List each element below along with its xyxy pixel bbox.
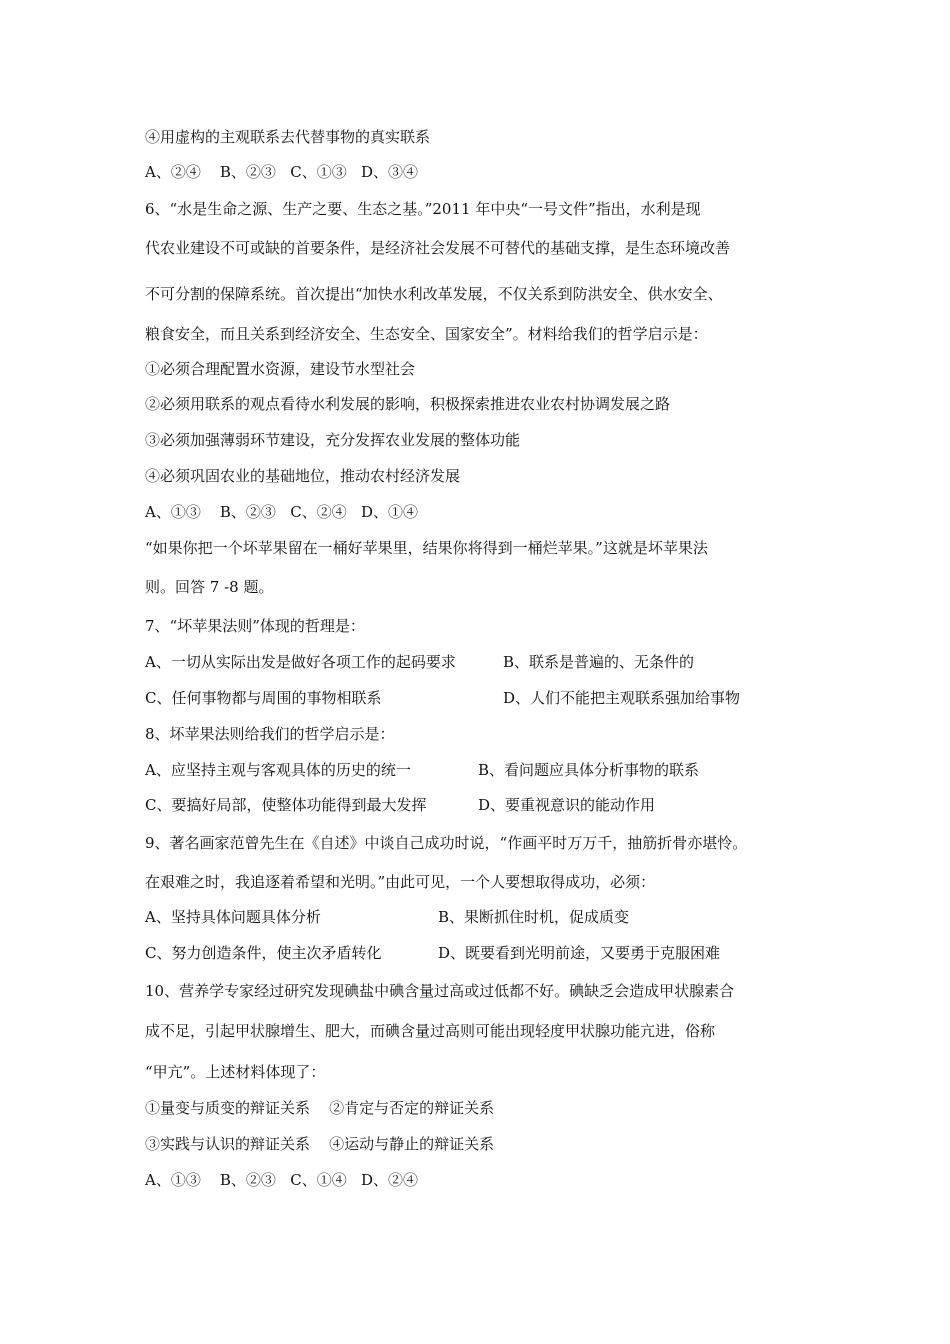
statement-4: ④必须巩固农业的基础地位，推动农村经济发展 <box>145 467 461 485</box>
text-line: ④用虚构的主观联系去代替事物的真实联系 <box>145 128 431 146</box>
question-9: 9、著名画家范曾先生在《自述》中谈自己成功时说，“作画平时万万千，抽筋折骨亦堪怜。 <box>145 834 748 852</box>
option-q7-b: B、联系是普遍的、无条件的 <box>503 653 695 671</box>
statement-1: ①必须合理配置水资源，建设节水型社会 <box>145 360 416 378</box>
answer-options-q10: A、①③ B、②③ C、①④ D、②④ <box>145 1171 419 1189</box>
question-6: 6、“水是生命之源、生产之要、生态之基。”2011 年中央“一号文件”指出，水利是现 <box>145 200 701 218</box>
question-8: 8、坏苹果法则给我们的哲学启示是： <box>145 725 395 743</box>
text-line: 成不足，引起甲状腺增生、肥大，而碘含量过高则可能出现轻度甲状腺功能亢进，俗称 <box>145 1022 716 1040</box>
option-q9-a: A、坚持具体问题具体分析 <box>145 908 321 926</box>
option-q8-b: B、看问题应具体分析事物的联系 <box>478 761 700 779</box>
option-q8-a: A、应坚持主观与客观具体的历史的统一 <box>145 761 411 779</box>
statement-2: ②必须用联系的观点看待水利发展的影响，积极探索推进农业农村协调发展之路 <box>145 395 671 413</box>
option-q7-a: A、一切从实际出发是做好各项工作的起码要求 <box>145 653 456 671</box>
text-line: 粮食安全，而且关系到经济安全、生态安全、国家安全”。材料给我们的哲学启示是： <box>145 325 708 343</box>
option-q7-c: C、任何事物都与周围的事物相联系 <box>145 689 382 707</box>
option-q9-d: D、既要看到光明前途，又要勇于克服困难 <box>438 944 721 962</box>
text-line: 不可分割的保障系统。首次提出“加快水利改革发展，不仅关系到防洪安全、供水安全、 <box>145 285 723 303</box>
bad-apple-passage: “如果你把一个坏苹果留在一桶好苹果里，结果你将得到一桶烂苹果。”这就是坏苹果法 <box>145 539 708 557</box>
question-10: 10、营养学专家经过研究发现碘盐中碘含量过高或过低都不好。碘缺乏会造成甲状腺素合 <box>145 982 735 1000</box>
statements-1-2: ①量变与质变的辩证关系 ②肯定与否定的辩证关系 <box>145 1099 495 1117</box>
text-line: 代农业建设不可或缺的首要条件，是经济社会发展不可替代的基础支撑，是生态环境改善 <box>145 239 731 257</box>
answer-options-q6: A、①③ B、②③ C、②④ D、①④ <box>145 503 419 521</box>
text-line: 则。回答 7 -8 题。 <box>145 578 274 596</box>
text-line: 在艰难之时，我追逐着希望和光明。”由此可见，一个人要想取得成功，必须： <box>145 873 656 891</box>
question-7: 7、“坏苹果法则”体现的哲理是： <box>145 617 365 635</box>
option-q8-d: D、要重视意识的能动作用 <box>478 796 656 814</box>
option-q7-d: D、人们不能把主观联系强加给事物 <box>503 689 741 707</box>
option-q9-c: C、努力创造条件，使主次矛盾转化 <box>145 944 382 962</box>
option-q9-b: B、果断抓住时机，促成质变 <box>438 908 630 926</box>
option-q8-c: C、要搞好局部，使整体功能得到最大发挥 <box>145 796 427 814</box>
answer-options-q5: A、②④ B、②③ C、①③ D、③④ <box>145 163 419 181</box>
text-line: “甲亢”。上述材料体现了： <box>145 1063 326 1081</box>
statements-3-4: ③实践与认识的辩证关系 ④运动与静止的辩证关系 <box>145 1135 495 1153</box>
statement-3: ③必须加强薄弱环节建设，充分发挥农业发展的整体功能 <box>145 431 521 449</box>
